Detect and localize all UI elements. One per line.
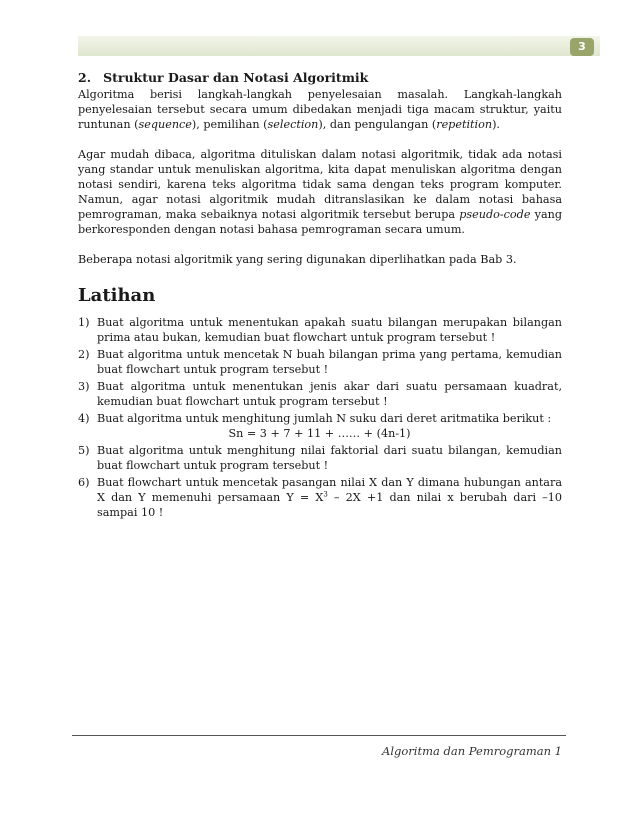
term-repetition: repetition xyxy=(436,118,493,131)
list-item-marker: 3) xyxy=(78,380,90,393)
para1-text-b: ), pemilihan ( xyxy=(191,118,268,131)
term-pseudo-code: pseudo-code xyxy=(459,208,531,221)
list-item-content xyxy=(97,475,562,520)
page-content xyxy=(78,70,562,522)
list-item-text-a: Buat flowchart untuk mencetak pasangan nilai X dan Y dimana hubungan antara X dan Y memenuhi persamaan Y = X xyxy=(97,476,562,504)
term-sequence: sequence xyxy=(138,118,192,131)
para2-text-b: yang berkoresponden dengan notasi bahasa pemrograman secara umum. xyxy=(78,208,562,236)
section-heading xyxy=(78,70,562,86)
para1-text-d: ). xyxy=(492,118,500,131)
exercise-list xyxy=(78,315,562,520)
page-header-bar xyxy=(78,36,600,56)
term-selection: selection xyxy=(267,118,319,131)
list-item xyxy=(78,347,562,377)
list-item xyxy=(78,443,562,473)
paragraph-notation xyxy=(78,147,562,237)
list-item-text: Buat algoritma untuk menghitung nilai faktorial dari suatu bilangan, kemudian buat flowchart untuk program tersebut ! xyxy=(97,444,562,472)
series-formula: Sn = 3 + 7 + 11 + …… + (4n-1) xyxy=(228,427,411,440)
list-item-marker: 5) xyxy=(78,444,90,457)
list-item-text: Buat algoritma untuk menentukan apakah suatu bilangan merupakan bilangan prima atau bukan, kemudian buat flowchart untuk program tersebut ! xyxy=(97,316,562,344)
list-item xyxy=(78,475,562,520)
paragraph-structures xyxy=(78,87,562,132)
page-number-badge: 3 xyxy=(570,38,594,56)
list-item-marker: 4) xyxy=(78,412,90,425)
para1-text-a: Algoritma berisi langkah-langkah penyelesaian masalah. Langkah-langkah penyelesaian tersebut secara umum dibedakan menjadi tiga macam struktur, yaitu runtunan ( xyxy=(78,88,562,131)
footer-divider xyxy=(72,735,566,736)
list-item-content xyxy=(97,411,562,441)
list-item xyxy=(78,379,562,409)
para1-text-c: ), dan pengulangan ( xyxy=(318,118,437,131)
list-item-text: Buat algoritma untuk menentukan jenis akar dari suatu persamaan kuadrat, kemudian buat flowchart untuk program tersebut ! xyxy=(97,380,562,408)
list-item xyxy=(78,411,562,441)
list-item-marker: 1) xyxy=(78,316,90,329)
section-number: 2. xyxy=(78,70,92,85)
section-title: Struktur Dasar dan Notasi Algoritmik xyxy=(103,70,369,85)
latihan-heading: Latihan xyxy=(78,285,156,306)
list-item-text: Buat algoritma untuk menghitung jumlah N suku dari deret aritmatika berikut : xyxy=(97,412,552,425)
list-item-marker: 2) xyxy=(78,348,90,361)
exponent: 3 xyxy=(323,490,328,499)
paragraph-reference: Beberapa notasi algoritmik yang sering digunakan diperlihatkan pada Bab 3. xyxy=(78,253,517,266)
list-item xyxy=(78,315,562,345)
list-item-marker: 6) xyxy=(78,476,90,489)
footer-book-title: Algoritma dan Pemrograman 1 xyxy=(382,744,562,758)
list-item-text: Buat algoritma untuk mencetak N buah bilangan prima yang pertama, kemudian buat flowchart untuk program tersebut ! xyxy=(97,348,562,376)
list-item-text-b: – 2X +1 dan nilai x berubah dari –10 sampai 10 ! xyxy=(97,491,562,519)
para2-text-a: Agar mudah dibaca, algoritma dituliskan dalam notasi algoritmik, tidak ada notasi yang standar untuk menuliskan algoritma, kita dapat menuliskan algoritma dengan notasi sendiri, karena teks algoritma tidak sama dengan teks program komputer. Namun, agar notasi algoritmik mudah ditranslasikan ke dalam notasi bahasa pemrograman, maka sebaiknya notasi algoritmik tersebut berupa xyxy=(78,148,562,221)
